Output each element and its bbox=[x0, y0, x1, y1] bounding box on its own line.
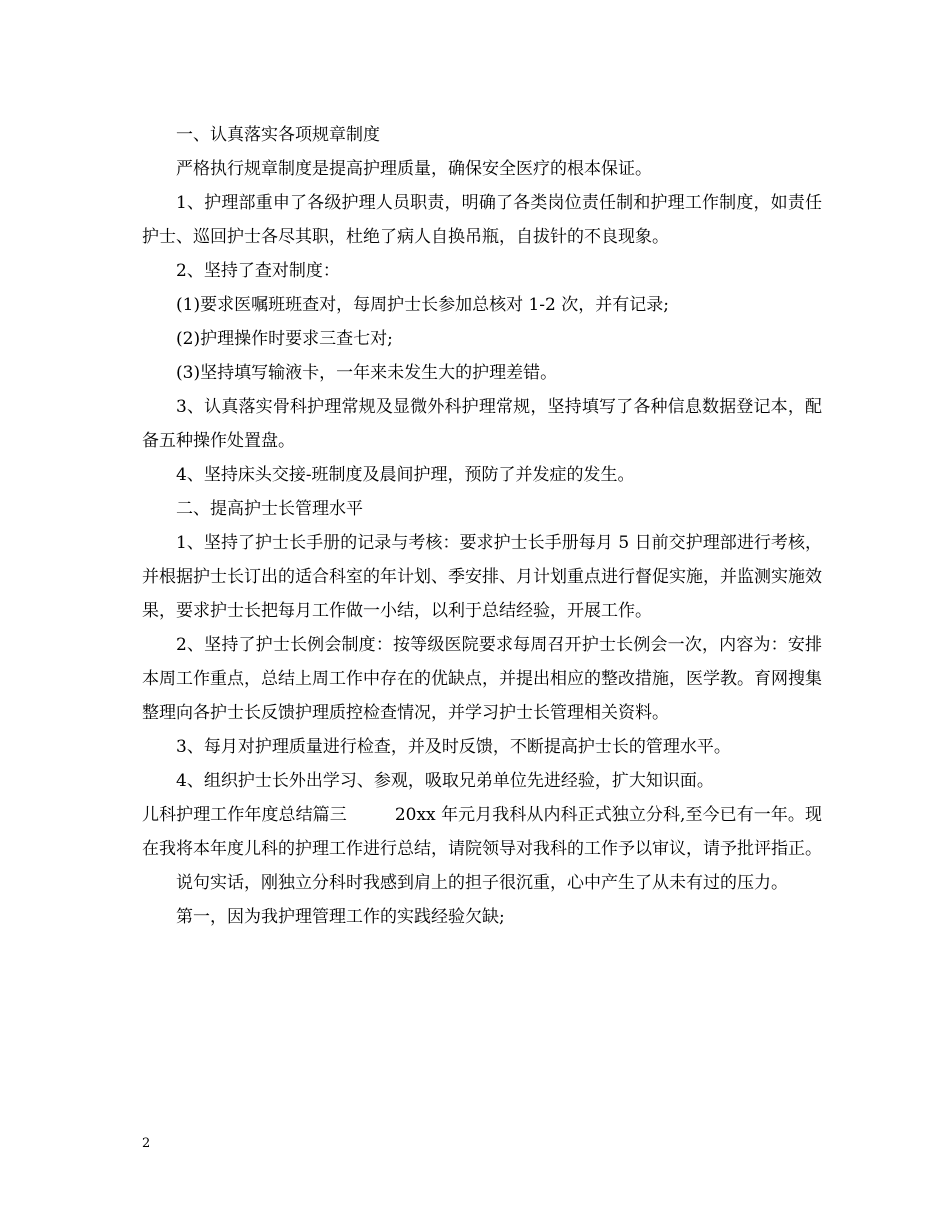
paragraph-heading-2: 二、提高护士长管理水平 bbox=[176, 499, 363, 519]
paragraph: 3、每月对护理质量进行检查，并及时反馈，不断提高护士长的管理水平。 bbox=[176, 737, 731, 757]
paragraph: 4、坚持床头交接-班制度及晨间护理，预防了并发症的发生。 bbox=[176, 465, 635, 485]
paragraph: 严格执行规章制度是提高护理质量，确保安全医疗的根本保证。 bbox=[176, 159, 652, 179]
paragraph-heading-1: 一、认真落实各项规章制度 bbox=[176, 125, 380, 145]
paragraph: 3、认真落实骨科护理常规及显微外科护理常规，坚持填写了各种信息数据登记本，配备五种操作处置盘。 bbox=[142, 397, 822, 451]
paragraph: 2、坚持了护士长例会制度：按等级医院要求每周召开护士长例会一次，内容为：安排本周工作重点，总结上周工作中存在的优缺点，并提出相应的整改措施，医学教。育网搜集整理向各护士长反馈护理质控检查情况，并学习护士长管理相关资料。 bbox=[142, 635, 822, 723]
paragraph: (1)要求医嘱班班查对，每周护士长参加总核对 1-2 次，并有记录; bbox=[176, 295, 669, 315]
page-number: 2 bbox=[142, 1136, 151, 1151]
paragraph: 第一，因为我护理管理工作的实践经验欠缺; bbox=[176, 907, 505, 927]
section-heading: 儿科护理工作年度总结篇三 bbox=[142, 805, 347, 825]
paragraph: 2、坚持了查对制度： bbox=[176, 261, 340, 281]
paragraph: (3)坚持填写输液卡，一年来未发生大的护理差错。 bbox=[176, 363, 558, 383]
paragraph: 说句实话，刚独立分科时我感到肩上的担子很沉重，心中产生了从未有过的压力。 bbox=[176, 873, 788, 893]
paragraph: (2)护理操作时要求三查七对; bbox=[176, 329, 393, 349]
paragraph: 1、护理部重申了各级护理人员职责，明确了各类岗位责任制和护理工作制度，如责任护士、巡回护士各尽其职，杜绝了病人自换吊瓶，自拔针的不良现象。 bbox=[142, 193, 822, 247]
section-intro: 20xx 年元月我科从内科正式独立分科,至今已有一年。现在我将本年度儿科的护理工作进行总结，请院领导对我科的工作予以审议，请予批评指正。 bbox=[142, 805, 823, 859]
document-body bbox=[142, 118, 822, 934]
paragraph: 1、坚持了护士长手册的记录与考核：要求护士长手册每月 5 日前交护理部进行考核，并根据护士长订出的适合科室的年计划、季安排、月计划重点进行督促实施，并监测实施效果，要求护士长把每月工作做一小结，以利于总结经验，开展工作。 bbox=[142, 533, 822, 621]
section-paragraph bbox=[142, 798, 822, 866]
paragraph: 4、组织护士长外出学习、参观，吸取兄弟单位先进经验，扩大知识面。 bbox=[176, 771, 714, 791]
